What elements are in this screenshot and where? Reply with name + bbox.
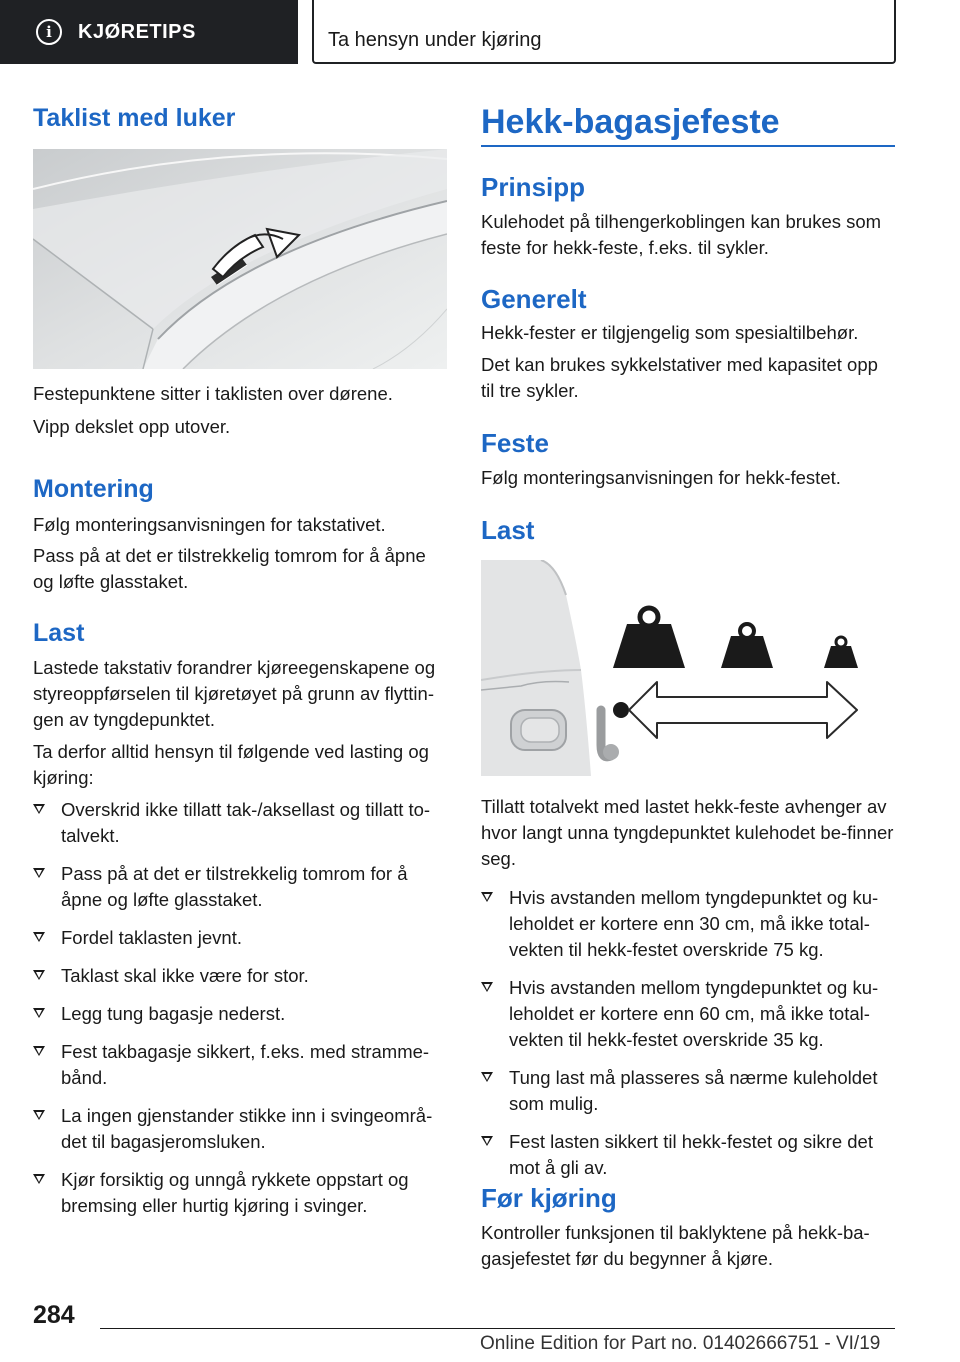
paragraph: Kontroller funksjonen til baklyktene på hekk-ba-gasjefestet før du begynner å kjøre. [481,1222,870,1269]
paragraph: Festepunktene sitter i taklisten over dørene. [33,383,393,404]
paragraph: Tillatt totalvekt med lastet hekk-feste avhenger av hvor langt unna tyngdepunktet kulehodet be-finner seg. [481,796,894,869]
heading-for-kjoring: Før kjøring [481,1183,617,1213]
list-item: Tung last må plasseres så nærme kuleholdet som mulig. [481,1065,895,1117]
heading-prinsipp: Prinsipp [481,172,586,202]
triangle-bullet-icon [33,1046,45,1056]
list-item: Hvis avstanden mellom tyngdepunktet og ku-leholdet er kortere enn 30 cm, må ikke total-vekten til hekk-festet overskride 75 kg. [481,885,895,963]
heading-taklist: Taklist med luker [33,104,236,132]
bullet-list [481,885,895,1193]
edition-text: Online Edition for Part no. 01402666751 - VI/19 [480,1333,881,1354]
info-icon: i [36,19,62,45]
list-item: Fest takbagasje sikkert, f.eks. med stramme-bånd. [33,1039,447,1091]
list-item: Kjør forsiktig og unngå rykkete oppstart og bremsing eller hurtig kjøring i svinger. [33,1167,447,1219]
triangle-bullet-icon [481,982,493,992]
footer-rule [100,1328,895,1329]
paragraph: Kulehodet på tilhengerkoblingen kan brukes som feste for hekk-feste, f.eks. til sykler. [481,211,882,258]
list-item: Hvis avstanden mellom tyngdepunktet og ku-leholdet er kortere enn 60 cm, må ikke total-vekten til hekk-festet overskride 35 kg. [481,975,895,1053]
paragraph: Følg monteringsanvisningen for takstativet. [33,514,386,535]
list-item: Overskrid ikke tillatt tak-/aksellast og tillatt to-talvekt. [33,797,447,849]
paragraph: Pass på at det er tilstrekkelig tomrom for å åpne og løfte glasstaket. [33,545,426,592]
section-label: Ta hensyn under kjøring [328,29,542,51]
weight-small-icon [824,637,858,668]
triangle-bullet-icon [33,1008,45,1018]
paragraph: Ta derfor alltid hensyn til følgende ved lasting og kjøring: [33,741,429,788]
paragraph: Lastede takstativ forandrer kjøreegenskapene og styreoppførselen til kjøretøyet på grunn av flyttin-gen av tyngdepunktet. [33,657,436,730]
heading-last: Last [33,619,85,647]
list-item: Legg tung bagasje nederst. [33,1001,447,1027]
triangle-bullet-icon [33,1174,45,1184]
weight-large-icon [613,608,685,668]
list-item: Fordel taklasten jevnt. [33,925,447,951]
heading-generelt: Generelt [481,284,587,314]
triangle-bullet-icon [481,1072,493,1082]
triangle-bullet-icon [481,892,493,902]
list-item: Pass på at det er tilstrekkelig tomrom for å åpne og løfte glasstaket. [33,861,447,913]
heading-last: Last [481,515,535,545]
section-header [312,0,896,64]
paragraph: Vipp dekslet opp utover. [33,416,231,437]
roof-rail-illustration [33,149,447,369]
triangle-bullet-icon [33,932,45,942]
triangle-bullet-icon [33,1110,45,1120]
triangle-bullet-icon [33,970,45,980]
weight-medium-icon [721,624,773,668]
paragraph: Det kan brukes sykkelstativer med kapasitet opp til tre sykler. [481,354,878,401]
triangle-bullet-icon [33,868,45,878]
chapter-tab [0,0,298,64]
bullet-list [33,797,447,1231]
load-distance-illustration [481,560,881,776]
list-item: Taklast skal ikke være for stor. [33,963,447,989]
paragraph: Følg monteringsanvisningen for hekk-festet. [481,467,841,488]
heading-hekk-bagasjefeste: Hekk-bagasjefeste [481,103,780,141]
paragraph: Hekk-fester er tilgjengelig som spesialtilbehør. [481,322,859,343]
chapter-label: KJØRETIPS [78,20,196,43]
page-number: 284 [33,1301,75,1329]
triangle-bullet-icon [33,804,45,814]
heading-feste: Feste [481,428,549,458]
triangle-bullet-icon [481,1136,493,1146]
list-item: Fest lasten sikkert til hekk-festet og sikre det mot å gli av. [481,1129,895,1181]
list-item: La ingen gjenstander stikke inn i svingeområ-det til bagasjeromsluken. [33,1103,447,1155]
heading-rule [481,145,895,147]
heading-montering: Montering [33,475,154,503]
